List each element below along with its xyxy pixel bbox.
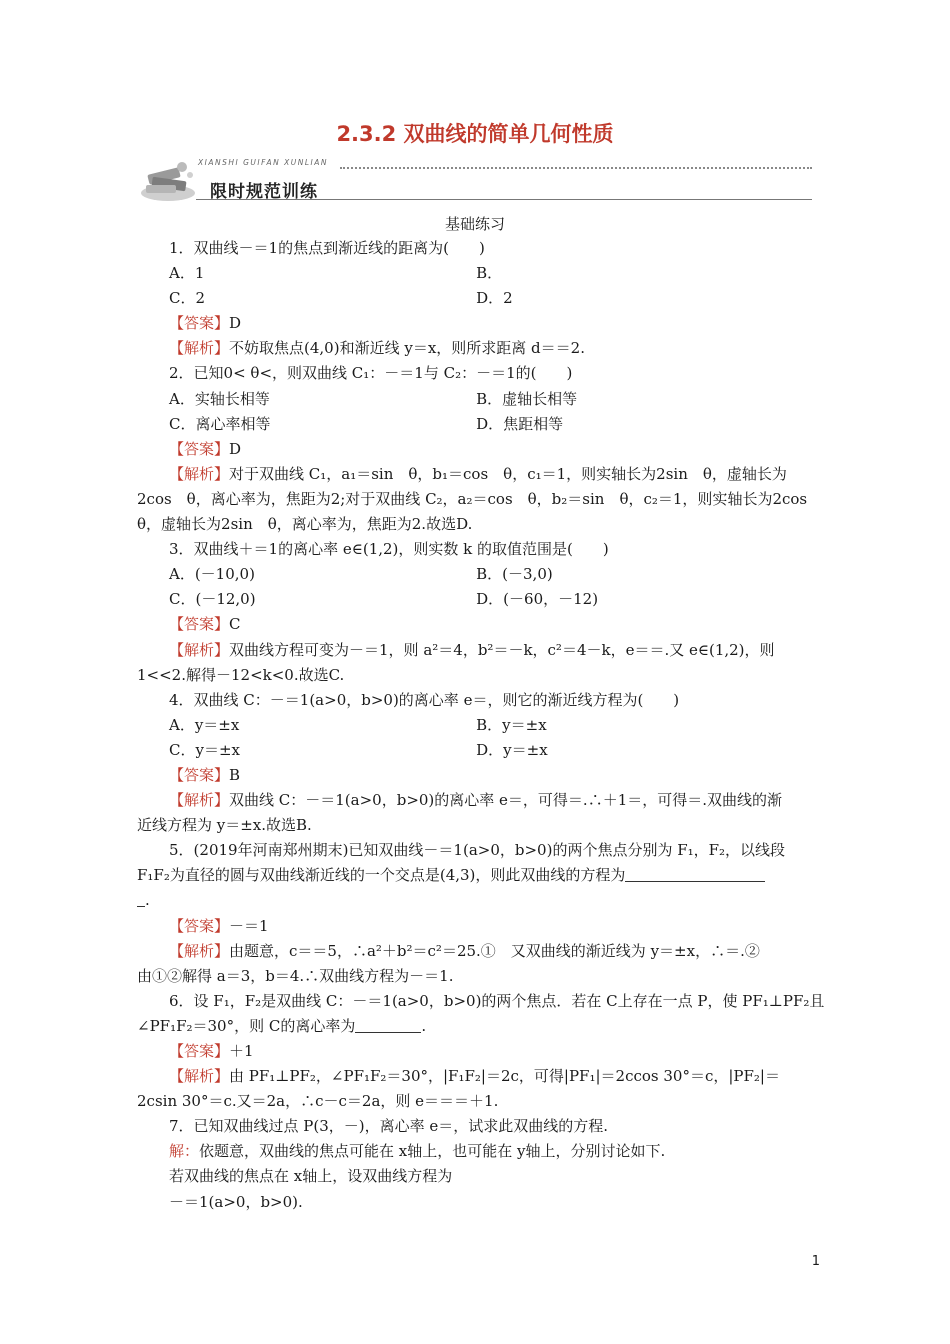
books-logo-icon [140, 157, 198, 203]
answer-tag: 【答案】 [169, 765, 230, 784]
question-line [137, 888, 815, 913]
option-row [137, 412, 815, 437]
answer-line [137, 437, 815, 462]
option-row [137, 713, 815, 738]
banner-underline [196, 199, 812, 200]
text-line: 1．双曲线－＝1的焦点到渐近线的距离为( ) [169, 239, 485, 257]
answer-tag: 【答案】 [169, 1042, 230, 1060]
answer-line [137, 612, 815, 637]
answer-tag: 解： [169, 1142, 200, 1161]
page-title: 2.3.2 双曲线的简单几何性质 [336, 122, 614, 146]
option-right: D．焦距相等 [476, 414, 564, 433]
answer-text: D [229, 314, 242, 333]
answer-text: 由题意，c＝＝5，∴a²＋b²＝c²＝25.① 又双曲线的渐近线为 y＝±x，∴＝.② [229, 941, 760, 960]
option-left: C．y＝±x [169, 740, 240, 759]
answer-tag: 【解析】 [169, 1067, 230, 1086]
text-line: 若双曲线的焦点在 x轴上，设双曲线方程为 [169, 1167, 453, 1186]
text-line: －＝1(a>0，b>0). [169, 1192, 303, 1211]
text-line: 2．已知0< θ<，则双曲线 C₁：－＝1与 C₂：－＝1的( ) [169, 364, 573, 383]
content-body [137, 236, 825, 1215]
answer-line [137, 1039, 815, 1064]
answer-text: 双曲线 C：－＝1(a>0，b>0)的离心率 e＝，可得＝.∴＋1＝，可得＝.双曲线的渐 [229, 791, 783, 810]
answer-line [137, 763, 815, 788]
option-left: C．离心率相等 [169, 414, 271, 433]
option-right: B．虚轴长相等 [476, 389, 578, 408]
text-line: 3．双曲线＋＝1的离心率 e∈(1,2)，则实数 k 的取值范围是( ) [169, 540, 609, 559]
text-line: 4．双曲线 C：－＝1(a>0，b>0)的离心率 e＝，则它的渐近线方程为( ) [169, 690, 680, 709]
answer-tag: 【答案】 [169, 916, 230, 935]
option-left: A．实轴长相等 [169, 389, 270, 408]
answer-text: D [229, 439, 242, 458]
question-text: . [421, 1016, 427, 1035]
answer-text: C [229, 615, 241, 634]
page-number: 1 [811, 1254, 820, 1269]
option-left: A．y＝±x [169, 715, 240, 734]
answer-line [137, 1064, 815, 1089]
answer-text: －＝1 [229, 916, 269, 935]
answer-text: 由 PF₁⊥PF₂，∠PF₁F₂＝30°，|F₁F₂|＝2c，可得|PF₁|＝2ccos 30°＝c，|PF₂|＝ [229, 1067, 780, 1086]
answer-line [137, 788, 815, 813]
option-right: D．(－60，－12) [476, 590, 599, 609]
option-row [137, 387, 815, 412]
question-text: F₁F₂为直径的圆与双曲线渐近线的一个交点是(4,3)，则此双曲线的方程为 [137, 866, 626, 885]
answer-line [137, 1139, 815, 1164]
question-line [137, 1014, 815, 1039]
answer-line [137, 311, 815, 336]
answer-tag: 【答案】 [169, 314, 230, 333]
answer-line [137, 939, 815, 964]
option-row [137, 562, 815, 587]
text-line: 2cos θ，离心率为，焦距为2;对于双曲线 C₂，a₂＝cos θ，b₂＝sin θ，c₂＝1，则实轴长为2cos [137, 489, 808, 508]
answer-tag: 【解析】 [169, 464, 230, 483]
option-row [137, 587, 815, 612]
option-right: D．y＝±x [476, 740, 548, 759]
answer-tag: 【解析】 [169, 339, 230, 358]
answer-line [137, 914, 815, 939]
answer-tag: 【解析】 [169, 941, 230, 960]
answer-tag: 【答案】 [169, 615, 230, 634]
option-row [137, 286, 815, 311]
answer-tag: 【解析】 [169, 791, 230, 810]
text-line: 6．设 F₁，F₂是双曲线 C：－＝1(a>0，b>0)的两个焦点．若在 C上存在一点 P，使 PF₁⊥PF₂且 [169, 991, 825, 1010]
banner-heading: 限时规范训练 [210, 182, 318, 202]
question-text: . [145, 891, 150, 910]
answer-text: 不妨取焦点(4,0)和渐近线 y＝x，则所求距离 d＝＝2. [229, 339, 585, 358]
option-row [137, 738, 815, 763]
option-left: C．(－12,0) [169, 590, 256, 609]
question-text: ∠PF₁F₂＝30°，则 C的离心率为 [137, 1016, 356, 1035]
option-right: D．2 [476, 289, 513, 308]
answer-blank [355, 1018, 421, 1033]
section-banner [140, 155, 812, 207]
answer-text: B [229, 765, 241, 784]
answer-line [137, 336, 815, 361]
option-right: B．y＝±x [476, 715, 547, 734]
answer-line [137, 462, 815, 487]
text-line: 1<<2.解得－12<k<0.故选C. [137, 665, 345, 684]
answer-line [137, 638, 815, 663]
option-left: C．2 [169, 289, 206, 308]
answer-blank [137, 892, 145, 907]
answer-tag: 【答案】 [169, 439, 230, 458]
option-row [137, 261, 815, 286]
banner-dotted-rule [340, 167, 812, 169]
answer-text: ＋1 [229, 1042, 254, 1060]
question-line [137, 863, 815, 888]
option-right: B． [476, 264, 503, 283]
text-line: 5．(2019年河南郑州期末)已知双曲线－＝1(a>0，b>0)的两个焦点分别为 F₁，F₂，以线段 [169, 841, 786, 860]
answer-text: 双曲线方程可变为－＝1，则 a²＝4，b²＝－k，c²＝4－k，e＝＝.又 e∈(1,2)，则 [229, 640, 775, 659]
option-right: B．(－3,0) [476, 565, 553, 584]
text-line: 近线方程为 y＝±x.故选B. [137, 816, 312, 835]
answer-tag: 【解析】 [169, 640, 230, 659]
text-line: 2csin 30°＝c.又＝2a，∴c－c＝2a，则 e＝＝＝＋1. [137, 1092, 499, 1111]
option-left: A．1 [169, 264, 205, 283]
option-left: A．(－10,0) [169, 565, 255, 584]
answer-text: 依题意，双曲线的焦点可能在 x轴上，也可能在 y轴上，分别讨论如下. [199, 1142, 666, 1161]
answer-blank [625, 867, 765, 882]
section-heading: 基础练习 [444, 215, 505, 233]
banner-pinyin: XIANSHI GUIFAN XUNLIAN [198, 158, 328, 167]
text-line: 由①②解得 a＝3，b＝4.∴双曲线方程为－＝1. [137, 966, 454, 985]
text-line: 7．已知双曲线过点 P(3，－)，离心率 e＝，试求此双曲线的方程. [169, 1117, 609, 1136]
answer-text: 对于双曲线 C₁，a₁＝sin θ，b₁＝cos θ，c₁＝1，则实轴长为2sin θ，虚轴长为 [229, 464, 787, 483]
text-line: θ，虚轴长为2sin θ，离心率为，焦距为2.故选D. [137, 515, 473, 534]
